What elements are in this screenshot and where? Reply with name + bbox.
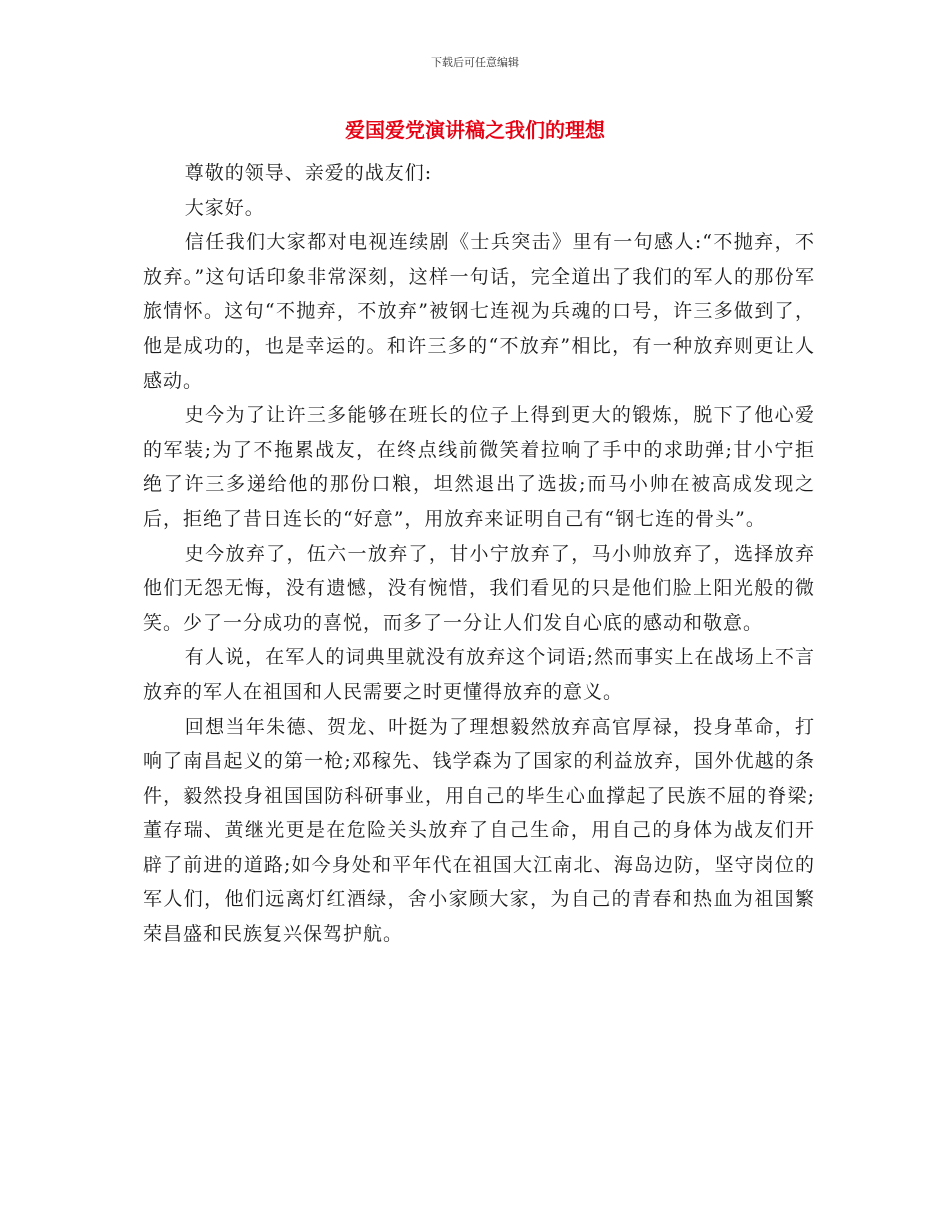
header-note: 下载后可任意编辑 <box>431 56 519 69</box>
paragraph: 有人说，在军人的词典里就没有放弃这个词语;然而事实上在战场上不言放弃的军人在祖国和人民需要之时更懂得放弃的意义。 <box>143 646 815 703</box>
paragraph: 史今放弃了，伍六一放弃了，甘小宁放弃了，马小帅放弃了，选择放弃他们无怨无悔，没有遗憾，没有惋惜，我们看见的只是他们脸上阳光般的微笑。少了一分成功的喜悦，而多了一分让人们发自心底的感动和敬意。 <box>143 542 815 634</box>
salutation: 尊敬的领导、亲爱的战友们: <box>184 162 433 184</box>
paragraph: 信任我们大家都对电视连续剧《士兵突击》里有一句感人:“不抛弃，不放弃。”这句话印象非常深刻，这样一句话，完全道出了我们的军人的那份军旅情怀。这句“不抛弃，不放弃”被钢七连视为兵魂的口号，许三多做到了，他是成功的，也是幸运的。和许三多的“不放弃”相比，有一种放弃则更让人感动。 <box>143 231 815 392</box>
paragraph: 史今为了让许三多能够在班长的位子上得到更大的锻炼，脱下了他心爱的军装;为了不拖累战友，在终点线前微笑着拉响了手中的求助弹;甘小宁拒绝了许三多递给他的那份口粮，坦然退出了选拔;而马小帅在被高成发现之后，拒绝了昔日连长的“好意”，用放弃来证明自己有“钢七连的骨头”。 <box>143 404 815 530</box>
greeting: 大家好。 <box>184 196 265 219</box>
document-title: 爱国爱党演讲稿之我们的理想 <box>345 118 605 142</box>
paragraph: 回想当年朱德、贺龙、叶挺为了理想毅然放弃高官厚禄，投身革命，打响了南昌起义的第一枪;邓稼先、钱学森为了国家的利益放弃，国外优越的条件，毅然投身祖国国防科研事业，用自己的毕生心血撑起了民族不屈的脊梁;董存瑞、黄继光更是在危险关头放弃了自己生命，用自己的身体为战友们开辟了前进的道路;如今身处和平年代在祖国大江南北、海岛边防，坚守岗位的军人们，他们远离灯红酒绿，舍小家顾大家，为自己的青春和热血为祖国繁荣昌盛和民族复兴保驾护航。 <box>143 715 815 946</box>
document-body <box>143 156 815 952</box>
